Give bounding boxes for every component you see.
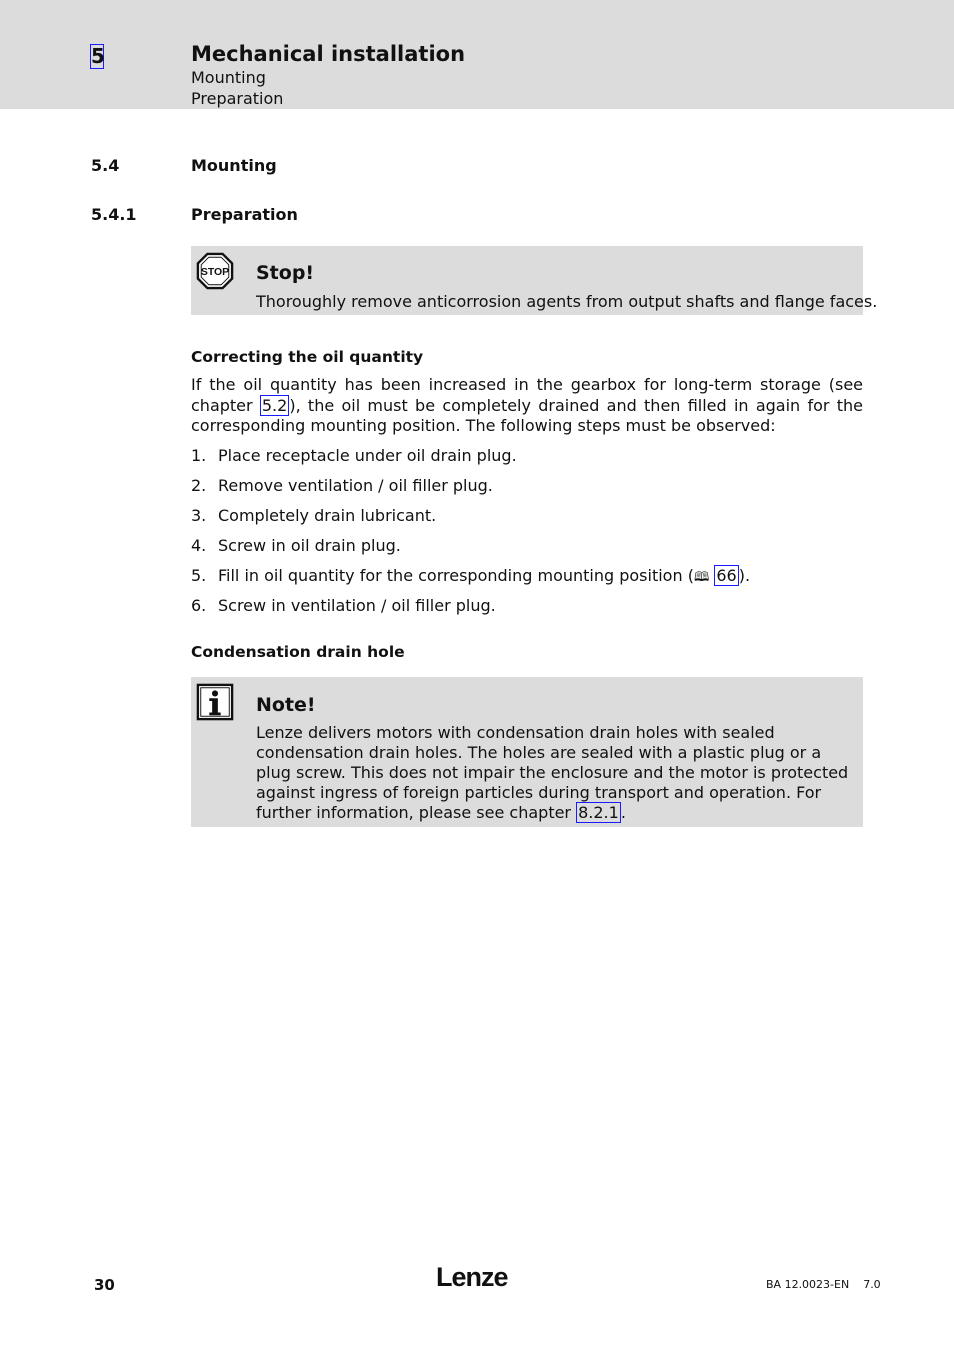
list-item	[191, 446, 863, 476]
document-id: BA 12.0023-EN 7.0	[766, 1278, 881, 1291]
section-title: Mounting	[191, 156, 277, 175]
stop-title: Stop!	[256, 262, 315, 284]
info-icon	[196, 683, 234, 721]
stop-box	[191, 246, 878, 315]
chapter-5-2-link[interactable]: 5.2	[261, 395, 288, 415]
step-number: 1.	[191, 446, 207, 465]
page-header	[0, 0, 954, 109]
note-text-part: Lenze delivers motors with condensation drain holes with sealed condensation drain holes. The holes are sealed with a plastic plug or a plug screw. This does not impair the enclosure and the motor is protected against ingress of foreign particles during transport and operation. For further information, please see chapter	[256, 723, 849, 822]
header-subtitle-mounting: Mounting	[191, 68, 266, 87]
section-number: 5.4	[91, 156, 120, 175]
list-item	[191, 536, 863, 566]
subsection-number: 5.4.1	[91, 205, 137, 224]
subsection-title: Preparation	[191, 205, 298, 224]
step-text-part: ).	[738, 566, 751, 585]
note-text	[256, 723, 858, 823]
step-text: Place receptacle under oil drain plug.	[218, 446, 517, 465]
note-box	[191, 677, 863, 827]
list-item	[191, 476, 863, 506]
step-number: 3.	[191, 506, 207, 525]
chapter-8-2-1-link[interactable]: 8.2.1	[578, 803, 619, 822]
step-number: 5.	[191, 566, 207, 585]
note-title: Note!	[256, 694, 316, 716]
book-icon: 🕮	[693, 570, 710, 585]
stop-text: Thoroughly remove anticorrosion agents from output shafts and flange faces.	[256, 292, 878, 311]
step-number: 4.	[191, 536, 207, 555]
chapter-title: Mechanical installation	[191, 42, 466, 66]
list-item	[191, 596, 863, 626]
oil-quantity-heading: Correcting the oil quantity	[191, 348, 424, 366]
step-text: Screw in oil drain plug.	[218, 536, 401, 555]
chapter-number-link[interactable]: 5	[91, 44, 105, 68]
oil-para-text-1: If the oil quantity has been increased in the gearbox for long-term storage (see chapter	[191, 375, 863, 415]
page-number: 30	[94, 1276, 115, 1294]
stop-sign-icon	[196, 252, 234, 290]
step-text-part: Fill in oil quantity for the corresponding mounting position (	[218, 566, 694, 585]
lenze-logo: Lenze	[436, 1262, 508, 1292]
step-text: Screw in ventilation / oil filler plug.	[218, 596, 496, 615]
list-item	[191, 506, 863, 536]
step-number: 6.	[191, 596, 207, 615]
header-subtitle-preparation: Preparation	[191, 89, 284, 108]
note-text-part: .	[620, 803, 626, 822]
step-text	[218, 566, 750, 588]
svg-text:STOP: STOP	[200, 266, 230, 278]
page-66-link[interactable]: 66	[716, 566, 737, 585]
step-text: Remove ventilation / oil filler plug.	[218, 476, 493, 495]
oil-para-text-2: ), the oil must be completely drained and then filled in again for the corresponding mounting position. The following steps must be observed:	[191, 395, 863, 435]
condensation-heading: Condensation drain hole	[191, 643, 405, 661]
list-item	[191, 566, 863, 596]
oil-quantity-paragraph	[191, 375, 863, 437]
oil-steps-list	[191, 446, 863, 626]
step-text: Completely drain lubricant.	[218, 506, 437, 525]
step-number: 2.	[191, 476, 207, 495]
